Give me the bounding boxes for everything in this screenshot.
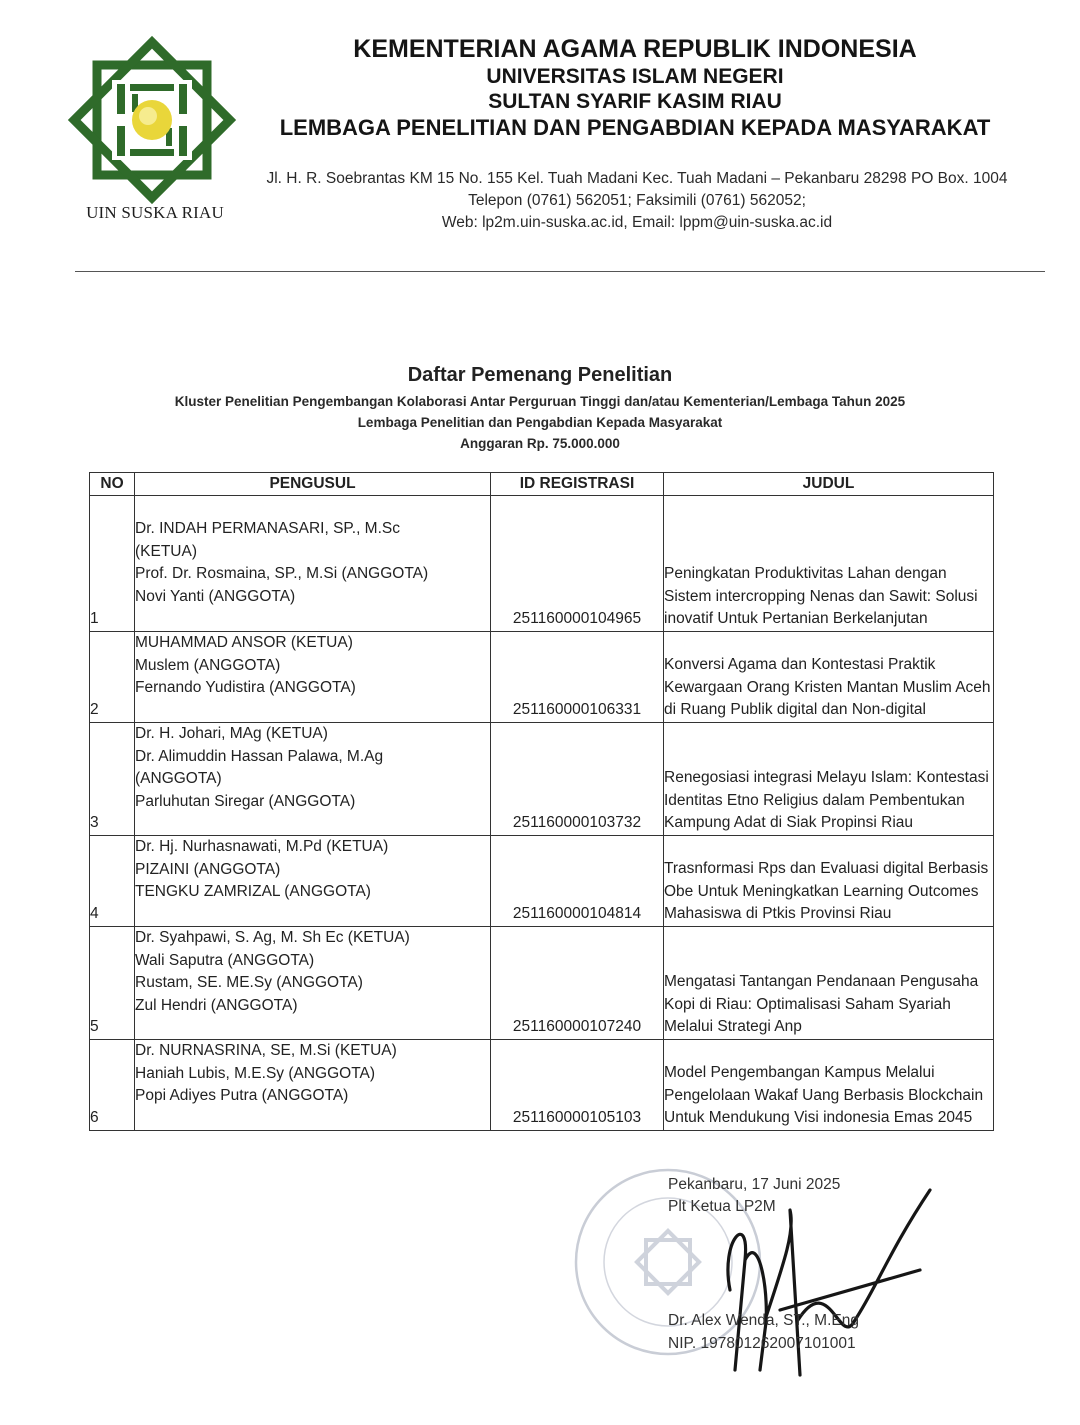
row-no: 3 [90,723,135,836]
row-id-registrasi: 251160000104814 [491,836,664,927]
row-pengusul [135,1040,491,1131]
sign-role: Plt Ketua LP2M [668,1198,776,1215]
pengusul-line: MUHAMMAD ANSOR (KETUA) [135,634,353,651]
winners-table [89,472,994,1131]
row-id-registrasi: 251160000107240 [491,927,664,1040]
university-logo [62,30,242,210]
signer-nip: NIP. 197801262007101001 [668,1335,856,1352]
subtitle-budget: Anggaran Rp. 75.000.000 [460,436,620,451]
pengusul-line: Haniah Lubis, M.E.Sy (ANGGOTA) [135,1064,376,1082]
row-id-registrasi: 251160000103732 [491,723,664,836]
logo-caption: UIN SUSKA RIAU [86,203,224,222]
header-no: NO [90,473,135,496]
pengusul-line: Dr. H. Johari, MAg (KETUA) [135,725,328,742]
header-judul: JUDUL [664,473,994,496]
pengusul-line: Muslem (ANGGOTA) [135,656,281,674]
pengusul-line: Popi Adiyes Putra (ANGGOTA) [135,1087,349,1105]
pengusul-line: Dr. Hj. Nurhasnawati, M.Pd (KETUA) [135,838,389,855]
table-row [90,496,994,632]
header-id: ID REGISTRASI [491,473,664,496]
pengusul-line: PIZAINI (ANGGOTA) [135,860,281,878]
table-row [90,723,994,836]
row-id-registrasi: 251160000106331 [491,632,664,723]
letterhead-titles [250,34,1020,142]
phone-line: Telepon (0761) 562051; Faksimili (0761) 562052; [468,192,806,209]
row-pengusul [135,496,491,632]
row-judul: Konversi Agama dan Kontestasi Praktik Kewargaan Orang Kristen Mantan Muslim Aceh di Ruang Publik digital dan Non-digital [664,632,994,723]
address-line: Jl. H. R. Soebrantas KM 15 No. 155 Kel. Tuah Madani Kec. Tuah Madani – Pekanbaru 28298 PO Box. 1004 [266,170,1008,187]
pengusul-line: Rustam, SE. ME.Sy (ANGGOTA) [135,974,363,992]
institute-name: LEMBAGA PENELITIAN DAN PENGABDIAN KEPADA MASYARAKAT [279,115,991,140]
sign-place-date: Pekanbaru, 17 Juni 2025 [668,1176,841,1193]
row-no: 2 [90,632,135,723]
row-pengusul [135,836,491,927]
pengusul-line: Dr. INDAH PERMANASARI, SP., M.Sc [135,520,400,537]
row-no: 6 [90,1040,135,1131]
row-judul: Mengatasi Tantangan Pendanaan Pengusaha Kopi di Riau: Optimalisasi Saham Syariah Melalui Strategi Anp [664,927,994,1040]
pengusul-line: Dr. Syahpawi, S. Ag, M. Sh Ec (KETUA) [135,929,410,946]
pengusul-line: Novi Yanti (ANGGOTA) [135,588,296,606]
pengusul-line: (ANGGOTA) [135,770,222,788]
table-row [90,632,994,723]
pengusul-line: Prof. Dr. Rosmaina, SP., M.Si (ANGGOTA) [135,565,429,583]
row-judul: Model Pengembangan Kampus Melalui Pengelolaan Wakaf Uang Berbasis Blockchain Untuk Mendukung Visi indonesia Emas 2045 [664,1040,994,1131]
row-judul: Renegosiasi integrasi Melayu Islam: Kontestasi Identitas Etno Religius dalam Pembentukan Kampung Adat di Siak Propinsi Riau [664,723,994,836]
header-divider [75,271,1045,272]
document-title: Daftar Pemenang Penelitian [407,364,673,386]
row-pengusul [135,723,491,836]
row-pengusul [135,927,491,1040]
row-judul: Trasnformasi Rps dan Evaluasi digital Berbasis Obe Untuk Meningkatkan Learning Outcomes Mahasiswa di Ptkis Provinsi Riau [664,836,994,927]
pengusul-line: Dr. Alimuddin Hassan Palawa, M.Ag [135,747,384,765]
row-pengusul [135,632,491,723]
row-id-registrasi: 251160000105103 [491,1040,664,1131]
university-name-2: SULTAN SYARIF KASIM RIAU [488,90,782,113]
table-row [90,1040,994,1131]
pengusul-line: Wali Saputra (ANGGOTA) [135,951,315,969]
subtitle-cluster: Kluster Penelitian Pengembangan Kolaborasi Antar Perguruan Tinggi dan/atau Kementerian/Lembaga Tahun 2025 [174,394,906,409]
ministry-name: KEMENTERIAN AGAMA REPUBLIK INDONESIA [353,35,917,63]
handwritten-signature [690,1170,950,1390]
document-subtitle [0,391,1080,454]
row-no: 4 [90,836,135,927]
row-id-registrasi: 251160000104965 [491,496,664,632]
table-row [90,836,994,927]
pengusul-line: TENGKU ZAMRIZAL (ANGGOTA) [135,883,371,901]
table-header-row [90,473,994,496]
table-row [90,927,994,1040]
pengusul-line: Fernando Yudistira (ANGGOTA) [135,679,356,697]
contact-block [232,168,1042,234]
header-pengusul: PENGUSUL [135,473,491,496]
pengusul-line: (KETUA) [135,542,197,560]
pengusul-line: Zul Hendri (ANGGOTA) [135,997,298,1015]
row-no: 1 [90,496,135,632]
university-name-1: UNIVERSITAS ISLAM NEGERI [486,65,784,88]
subtitle-institute: Lembaga Penelitian dan Pengabdian Kepada Masyarakat [357,415,723,430]
row-no: 5 [90,927,135,1040]
signer-name: Dr. Alex Wenda, ST., M.Eng [668,1312,859,1329]
pengusul-line: Parluhutan Siregar (ANGGOTA) [135,793,356,811]
pengusul-line: Dr. NURNASRINA, SE, M.Si (KETUA) [135,1042,397,1059]
web-line: Web: lp2m.uin-suska.ac.id, Email: lppm@uin-suska.ac.id [441,214,833,231]
row-judul: Peningkatan Produktivitas Lahan dengan Sistem intercropping Nenas dan Sawit: Solusi inovatif Untuk Pertanian Berkelanjutan [664,496,994,632]
